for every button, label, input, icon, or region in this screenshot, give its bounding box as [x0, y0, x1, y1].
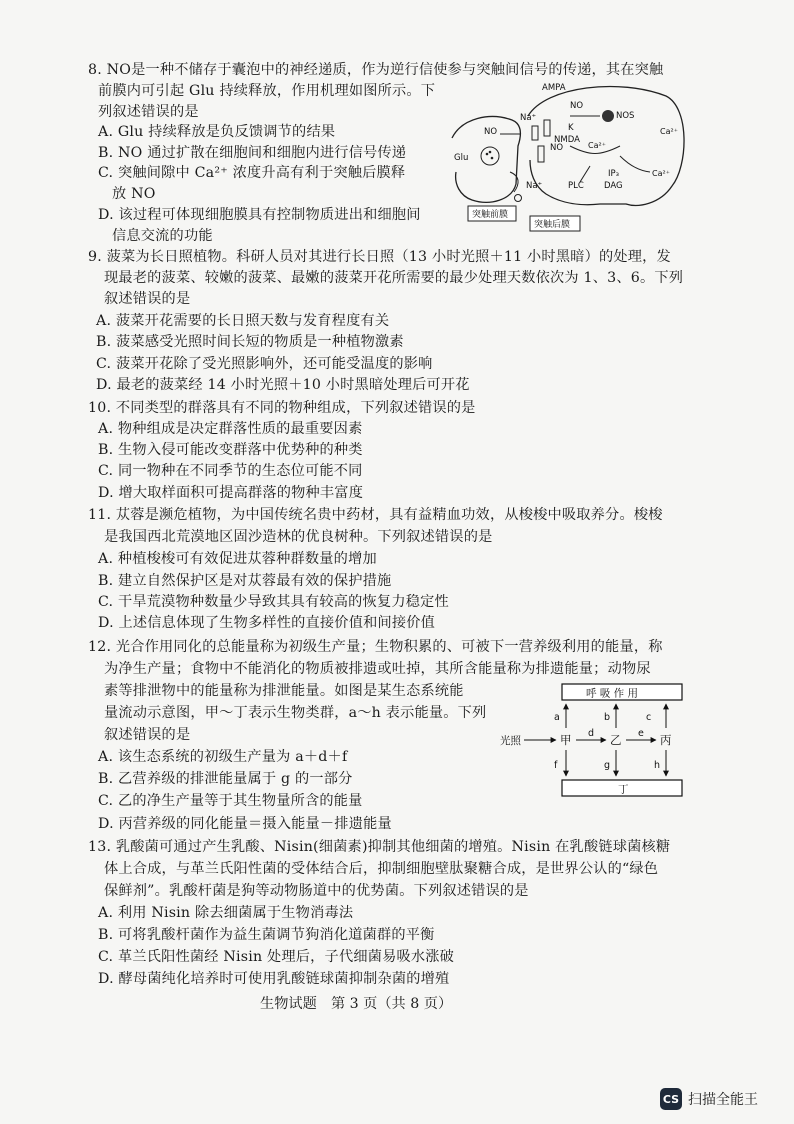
label-k: K: [568, 123, 574, 133]
node-yi: 乙: [610, 733, 622, 747]
nos-enzyme-shape: [602, 110, 614, 122]
q12-stem-line-5: 叙述错误的是: [104, 727, 191, 743]
q9-option-d: D. 最老的菠菜经 14 小时光照＋10 小时黑暗处理后可开花: [96, 377, 470, 393]
label-ca-3: Ca²⁺: [652, 169, 670, 178]
label-no-post: NO: [570, 101, 584, 111]
q13-stem-line-1: 13. 乳酸菌可通过产生乳酸、Nisin(细菌素)抑制其他细菌的增殖。Nisin 在乳酸链球菌核糖: [88, 839, 671, 855]
label-h: h: [654, 760, 661, 771]
respiration-box-label: 呼 吸 作 用: [586, 687, 639, 700]
q8-option-c-line-1: C. 突触间隙中 Ca²⁺ 浓度升高有利于突触后膜释: [98, 165, 406, 181]
q8-option-c-line-2: 放 NO: [112, 186, 156, 202]
q13-option-d: D. 酵母菌纯化培养时可使用乳酸链球菌抑制杂菌的增殖: [98, 971, 450, 987]
label-ca-1: Ca²⁺: [588, 141, 606, 150]
q11-stem-line-2: 是我国西北荒漠地区固沙造林的优良树种。下列叙述错误的是: [104, 529, 493, 545]
q12-stem-line-3: 素等排泄物中的能量称为排泄能量。如图是某生态系统能: [104, 683, 464, 699]
q8-option-d-line-1: D. 该过程可体现细胞膜具有控制物质进出和细胞间: [98, 207, 421, 223]
q9-stem-line-3: 叙述错误的是: [104, 291, 191, 307]
q11-option-c: C. 干旱荒漠物种数量少导致其具有较高的恢复力稳定性: [98, 594, 449, 610]
light-label: 光照: [500, 735, 521, 747]
q12-option-b: B. 乙营养级的排泄能量属于 g 的一部分: [98, 771, 353, 787]
q12-stem-line-4: 量流动示意图，甲～丁表示生物类群，a～h 表示能量。下列: [104, 705, 487, 721]
q12-option-a: A. 该生态系统的初级生产量为 a＋d＋f: [98, 749, 348, 765]
q8-stem-line-3: 列叙述错误的是: [98, 104, 199, 120]
label-a: a: [554, 712, 560, 723]
energy-flow-diagram: [496, 682, 686, 800]
q8-option-d-line-2: 信息交流的功能: [112, 228, 213, 244]
label-no-pre: NO: [484, 127, 498, 137]
q9-stem-line-1: 9. 菠菜为长日照植物。科研人员对其进行长日照（13 小时光照＋11 小时黑暗）的处理，发: [88, 249, 671, 265]
page-footer: 生物试题 第 3 页（共 8 页）: [260, 996, 453, 1012]
label-presynaptic: 突触前膜: [472, 210, 509, 220]
label-glu: Glu: [454, 153, 469, 163]
q10-option-b: B. 生物入侵可能改变群落中优势种的种类: [98, 442, 363, 458]
q11-stem-line-1: 11. 苁蓉是濒危植物，为中国传统名贵中药材，具有益精血功效，从梭梭中吸取养分。梭梭: [88, 507, 663, 523]
q10-option-a: A. 物种组成是决定群落性质的最重要因素: [98, 421, 363, 437]
q9-option-b: B. 菠菜感受光照时间长短的物质是一种植物激素: [96, 334, 404, 350]
node-bing: 丙: [660, 733, 672, 747]
q10-stem: 10. 不同类型的群落具有不同的物种组成，下列叙述错误的是: [88, 400, 476, 416]
q12-stem-line-2: 为净生产量；食物中不能消化的物质被排遗或吐掉，其所含能量称为排遗能量；动物尿: [104, 661, 651, 677]
label-g: g: [604, 760, 611, 771]
q13-option-b: B. 可将乳酸杆菌作为益生菌调节狗消化道菌群的平衡: [98, 927, 435, 943]
q13-option-c: C. 革兰氏阳性菌经 Nisin 处理后，子代细菌易吸水涨破: [98, 949, 455, 965]
q13-option-a: A. 利用 Nisin 除去细菌属于生物消毒法: [98, 905, 354, 921]
label-nmda: NMDA: [554, 135, 580, 145]
vesicle-shape: [481, 147, 499, 165]
label-na-top: Na⁺: [520, 113, 537, 123]
label-f: f: [554, 760, 558, 771]
label-na-bottom: Na⁺: [526, 181, 543, 191]
q11-option-d: D. 上述信息体现了生物多样性的直接价值和间接价值: [98, 615, 436, 631]
label-dag: DAG: [604, 181, 623, 191]
label-ca-2: Ca²⁺: [660, 127, 678, 136]
scanner-watermark: [660, 1088, 758, 1110]
ding-box-label: 丁: [618, 783, 629, 796]
q11-option-b: B. 建立自然保护区是对苁蓉最有效的保护措施: [98, 573, 392, 589]
label-postsynaptic: 突触后膜: [534, 220, 571, 230]
label-nos: NOS: [616, 111, 635, 121]
q8-stem-line-1: 8. NO是一种不储存于囊泡中的神经递质，作为逆行信使参与突触间信号的传递，其在突触: [88, 62, 664, 78]
scanner-app-name: 扫描全能王: [688, 1092, 758, 1108]
label-no-cleft: NO: [550, 143, 564, 153]
label-ip3: IP₃: [608, 169, 620, 179]
q12-option-c: C. 乙的净生产量等于其生物量所含的能量: [98, 793, 363, 809]
label-d: d: [588, 728, 595, 739]
q8-option-a: A. Glu 持续释放是负反馈调节的结果: [98, 124, 336, 140]
q12-option-d: D. 丙营养级的同化能量＝摄入能量－排遗能量: [98, 816, 392, 832]
q9-option-a: A. 菠菜开花需要的长日照天数与发育程度有关: [96, 313, 390, 329]
q10-option-d: D. 增大取样面积可提高群落的物种丰富度: [98, 485, 364, 501]
q8-option-b: B. NO 通过扩散在细胞间和细胞内进行信号传递: [98, 145, 407, 161]
cs-logo-icon: CS: [660, 1088, 682, 1110]
label-b: b: [604, 712, 611, 723]
label-c: c: [646, 712, 652, 723]
q8-stem-line-2: 前膜内可引起 Glu 持续释放，作用机理如图所示。下: [98, 83, 436, 99]
q10-option-c: C. 同一物种在不同季节的生态位可能不同: [98, 463, 363, 479]
q9-option-c: C. 菠菜开花除了受光照影响外，还可能受温度的影响: [96, 356, 433, 372]
q13-stem-line-2: 体上合成，与革兰氏阳性菌的受体结合后，抑制细胞壁肽聚糖合成，是世界公认的“绿色: [104, 861, 659, 877]
node-jia: 甲: [560, 733, 572, 747]
q9-stem-line-2: 现最老的菠菜、较嫩的菠菜、最嫩的菠菜开花所需要的最少处理天数依次为 1、3、6。下列: [104, 270, 684, 286]
q12-stem-line-1: 12. 光合作用同化的总能量称为初级生产量；生物积累的、可被下一营养级利用的能量，称: [88, 639, 663, 655]
q13-stem-line-3: 保鲜剂”。乳酸杆菌是狗等动物肠道中的优势菌。下列叙述错误的是: [104, 883, 529, 899]
label-e: e: [638, 728, 644, 739]
label-ampa: AMPA: [542, 83, 566, 93]
q11-option-a: A. 种植梭梭可有效促进苁蓉种群数量的增加: [98, 551, 377, 567]
synapse-diagram: [450, 76, 690, 234]
label-plc: PLC: [568, 181, 584, 191]
